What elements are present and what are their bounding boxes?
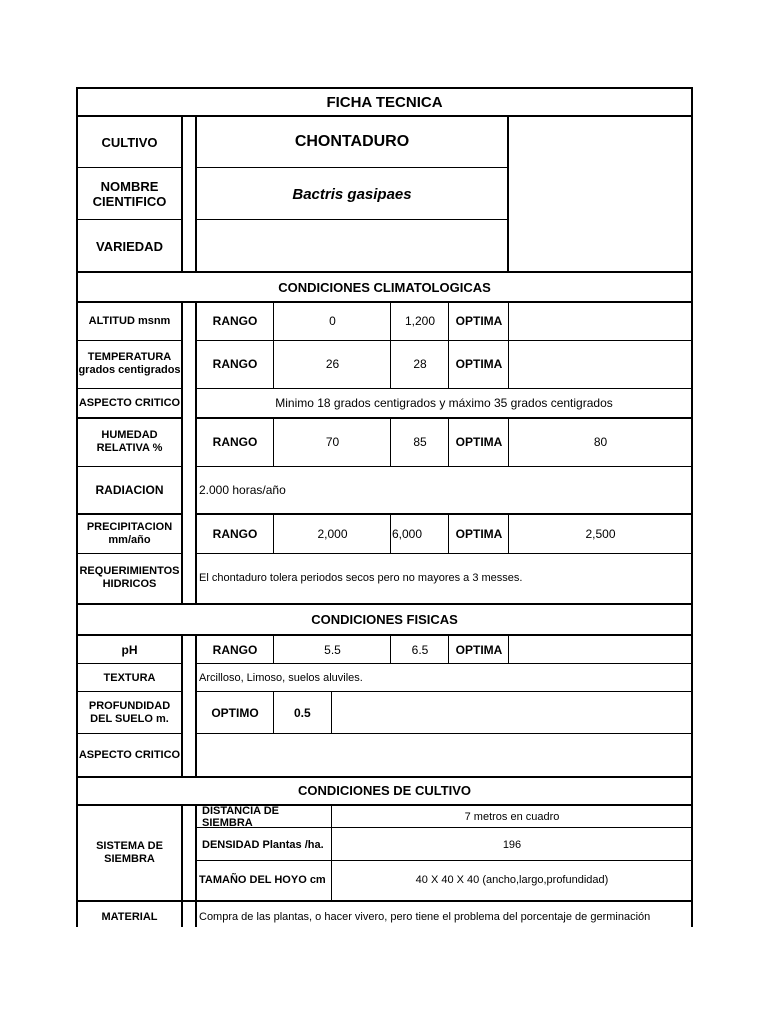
rule — [76, 115, 693, 117]
rule — [76, 271, 693, 273]
radiacion-label: RADIACION — [95, 483, 164, 497]
rule — [76, 388, 182, 389]
temperatura-rango-label: RANGO — [212, 357, 258, 371]
rule — [448, 634, 449, 663]
sheet-title: FICHA TECNICA — [326, 93, 443, 111]
ph-rango-label: RANGO — [212, 643, 258, 657]
temperatura-label: TEMPERATURA grados centigrados — [78, 351, 181, 376]
rule — [196, 860, 692, 861]
tamano-hoyo-label: TAMAÑO DEL HOYO cm — [199, 874, 326, 886]
distancia-siembra-value: 7 metros en cuadro — [464, 811, 560, 823]
rule — [76, 301, 693, 303]
rule — [76, 513, 182, 515]
rule — [196, 388, 692, 389]
rule — [508, 513, 509, 553]
humedad-rango-label: RANGO — [212, 435, 258, 449]
variedad-label: VARIEDAD — [96, 238, 163, 254]
ph-min: 5.5 — [324, 643, 341, 657]
rule — [76, 603, 693, 605]
altitud-min: 0 — [329, 314, 336, 328]
textura-value: Arcilloso, Limoso, suelos aluviles. — [199, 672, 363, 684]
rule — [196, 466, 692, 467]
tamano-hoyo-value: 40 X 40 X 40 (ancho,largo,profundidad) — [415, 874, 609, 886]
precipitacion-label: PRECIPITACION mm/año — [86, 521, 173, 546]
climatic-section-title: CONDICIONES CLIMATOLOGICAS — [278, 279, 491, 295]
rule — [196, 691, 692, 692]
rule — [508, 417, 509, 466]
rule — [390, 634, 391, 663]
temperatura-max: 28 — [413, 357, 427, 371]
humedad-max: 85 — [413, 435, 427, 449]
textura-label: TEXTURA — [103, 672, 156, 684]
precipitacion-optima: 2,500 — [585, 527, 616, 541]
temperatura-min: 26 — [325, 357, 340, 371]
rule — [195, 115, 197, 272]
requerimientos-label: REQUERIMIENTOS HIDRICOS — [79, 565, 180, 590]
rule — [76, 691, 182, 692]
rule — [195, 634, 197, 776]
profundidad-optimo-value: 0.5 — [294, 706, 311, 720]
fisico-aspecto-critico-value — [196, 734, 692, 776]
ph-label: pH — [121, 643, 138, 657]
altitud-optima — [509, 302, 692, 340]
rule — [181, 115, 183, 272]
clima-aspecto-critico-label: ASPECTO CRITICO — [78, 397, 181, 409]
humedad-min: 70 — [325, 435, 340, 449]
rule — [76, 900, 693, 902]
rule — [195, 301, 197, 603]
rule — [390, 513, 391, 553]
ph-optima-label: OPTIMA — [455, 643, 503, 657]
rule — [76, 663, 182, 664]
precipitacion-optima-label: OPTIMA — [455, 527, 503, 541]
humedad-optima: 80 — [593, 435, 608, 449]
temperatura-optima — [509, 340, 692, 388]
requerimientos-value: El chontaduro tolera periodos secos pero no mayores a 3 messes. — [199, 572, 523, 584]
cultivo-label: CULTIVO — [101, 134, 158, 150]
humedad-label: HUMEDAD RELATIVA % — [96, 429, 163, 454]
rule — [181, 301, 183, 603]
rule — [196, 827, 692, 828]
rule — [196, 167, 508, 168]
rule — [76, 733, 182, 734]
rule — [196, 553, 692, 554]
rule — [331, 691, 332, 733]
clima-aspecto-critico-value: Minimo 18 grados centigrados y máximo 35 grados centigrados — [275, 396, 613, 410]
rule — [273, 634, 274, 663]
nombre-cientifico-value: Bactris gasipaes — [292, 185, 412, 203]
variedad-value — [196, 220, 508, 272]
ph-optima — [509, 636, 692, 664]
profundidad-label: PROFUNDIDAD DEL SUELO m. — [88, 700, 171, 725]
border-top — [76, 87, 693, 89]
rule — [508, 634, 509, 663]
profundidad-optimo-label: OPTIMO — [211, 706, 259, 720]
rule — [390, 417, 391, 466]
sistema-siembra-label: SISTEMA DE SIEMBRA — [96, 840, 163, 865]
altitud-optima-label: OPTIMA — [455, 314, 503, 328]
distancia-siembra-label: DISTANCIA DE SIEMBRA — [202, 806, 279, 828]
precipitacion-max: 6,000 — [392, 527, 423, 541]
fisico-aspecto-critico-label: ASPECTO CRITICO — [78, 749, 181, 761]
ph-max: 6.5 — [411, 643, 429, 657]
nombre-cientifico-label: NOMBRE CIENTIFICO — [92, 179, 167, 209]
altitud-rango-label: RANGO — [212, 314, 258, 328]
rule — [195, 804, 197, 927]
material-label: MATERIAL — [101, 911, 158, 923]
rule — [196, 340, 692, 341]
rule — [76, 553, 182, 554]
rule — [448, 417, 449, 466]
rule — [273, 691, 274, 733]
rule — [76, 466, 182, 467]
rule — [196, 513, 692, 515]
rule — [196, 663, 692, 664]
rule — [273, 417, 274, 466]
rule — [196, 417, 692, 419]
border-right — [691, 87, 693, 927]
rule — [390, 301, 391, 388]
rule — [448, 301, 449, 388]
rule — [273, 301, 274, 388]
rule — [448, 513, 449, 553]
cultivation-section-title: CONDICIONES DE CULTIVO — [297, 783, 472, 798]
rule — [76, 219, 182, 220]
temperatura-optima-label: OPTIMA — [455, 357, 503, 371]
rule — [181, 804, 183, 927]
densidad-label: DENSIDAD Plantas /ha. — [202, 838, 324, 851]
cultivo-value: CHONTADURO — [294, 133, 410, 150]
rule — [76, 417, 182, 419]
rule — [273, 513, 274, 553]
rule — [76, 804, 693, 806]
rule — [76, 340, 182, 341]
rule — [331, 804, 332, 900]
altitud-max: 1,200 — [404, 314, 436, 328]
rule — [76, 634, 693, 636]
precipitacion-min: 2,000 — [317, 527, 348, 541]
rule — [507, 115, 509, 272]
altitud-label: ALTITUD msnm — [88, 315, 171, 327]
rule — [76, 167, 182, 168]
radiacion-value: 2.000 horas/año — [199, 483, 286, 497]
material-value: Compra de las plantas, o hacer vivero, pero tiene el problema del porcentaje de germinación — [199, 911, 651, 923]
rule — [196, 219, 508, 220]
rule — [196, 733, 692, 734]
rule — [76, 776, 693, 778]
rule — [181, 634, 183, 776]
densidad-value: 196 — [502, 838, 522, 851]
physical-section-title: CONDICIONES FISICAS — [311, 611, 458, 627]
precipitacion-rango-label: RANGO — [212, 527, 258, 541]
rule — [508, 301, 509, 388]
humedad-optima-label: OPTIMA — [455, 435, 503, 449]
border-left — [76, 87, 78, 927]
